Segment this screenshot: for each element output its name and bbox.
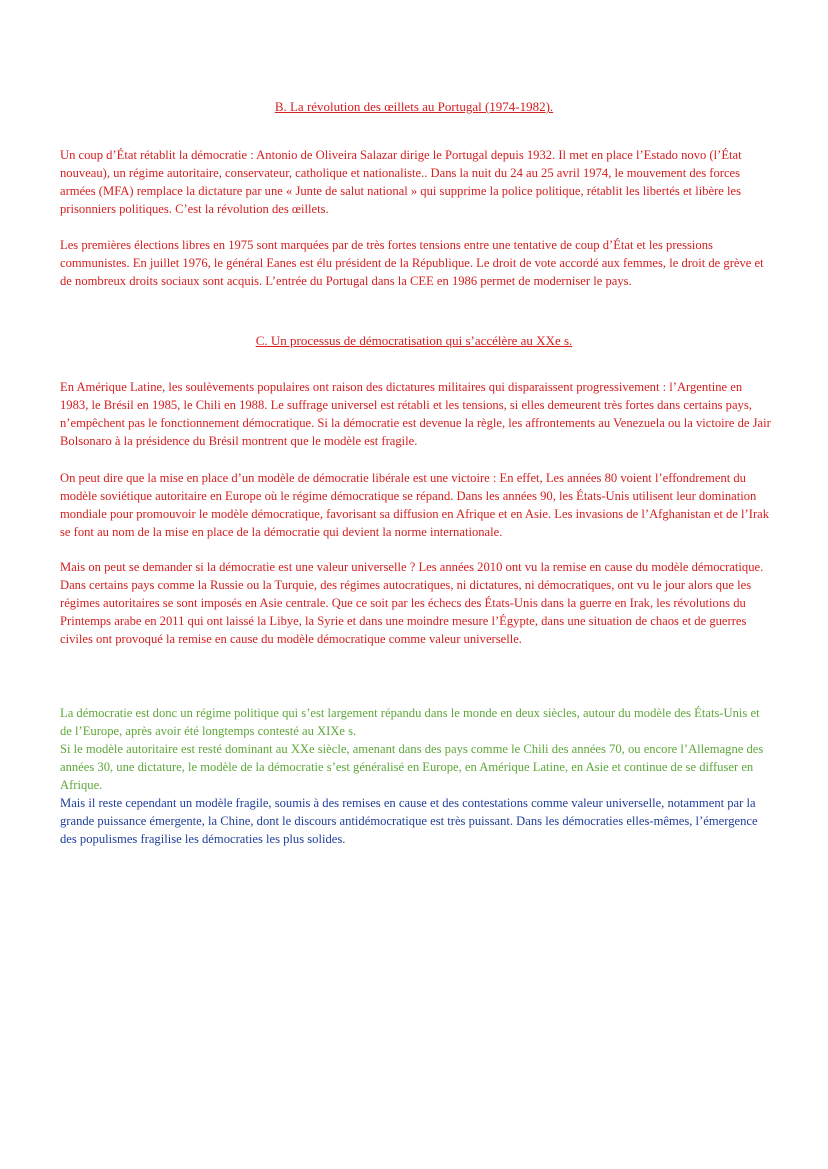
section-c-paragraph-2: On peut dire que la mise en place d’un modèle de démocratie libérale est une victoire : En effet, Les années 80 voient l’effondrement du modèle soviétique autoritaire en Europe où le régime démocratique se répand. Dans les années 90, les États-Unis utilisent leur domination mondiale pour promouvoir le modèle démocratique, favorisant sa diffusion en Afrique et en Asie. Les invasions de l’Afghanistan et de l’Irak se font au nom de la mise en place de la démocratie qui devient la norme internationale. (60, 471, 770, 539)
section-b-heading: B. La révolution des œillets au Portugal (1974-1982). (274, 99, 554, 114)
conclusion-green-paragraph-2: Si le modèle autoritaire est resté dominant au XXe siècle, amenant dans des pays comme le Chili des années 70, ou encore l’Allemagne des années 30, une dictature, le modèle de la démocratie s’est généralisé en Europe, en Amérique Latine, en Asie et continue de se diffuser en Afrique. (60, 742, 764, 792)
conclusion-block (60, 704, 772, 848)
conclusion-blue-paragraph: Mais il reste cependant un modèle fragile, soumis à des remises en cause et des contestations comme valeur universelle, notamment par la grande puissance émergente, la Chine, dont le discours antidémocratique est très puissant. Dans les démocraties elles-mêmes, l’émergence des populismes fragilise les démocraties les plus solides. (60, 796, 758, 846)
section-b-paragraph-2: Les premières élections libres en 1975 sont marquées par de très fortes tensions entre une tentative de coup d’État et les pressions communistes. En juillet 1976, le général Eanes est élu président de la République. Le droit de vote accordé aux femmes, le droit de grève et de nombreux droits sociaux sont acquis. L’entrée du Portugal dans la CEE en 1986 permet de moderniser le pays. (60, 238, 764, 288)
section-b-paragraph-1: Un coup d’État rétablit la démocratie : Antonio de Oliveira Salazar dirige le Portugal depuis 1932. Il met en place l’Estado novo (l’État nouveau), un régime autoritaire, conservateur, catholique et nationaliste.. Dans la nuit du 24 au 25 avril 1974, le mouvement des forces armées (MFA) remplace la dictature par une « Junte de salut national » qui supprime la police politique, rétablit les libertés et libère les prisonniers politiques. C’est la révolution des œillets. (60, 148, 742, 216)
section-c-paragraph-3: Mais on peut se demander si la démocratie est une valeur universelle ? Les années 2010 ont vu la remise en cause du modèle démocratique. Dans certains pays comme la Russie ou la Turquie, des régimes autocratiques, ni dictatures, ni démocratiques, ont vu le jour alors que les régimes autoritaires se sont imposés en Asie centrale. Que ce soit par les échecs des États-Unis dans la guerre en Irak, les révolutions du Printemps arabe en 2011 qui ont laissé la Libye, la Syrie et dans une moindre mesure l’Égypte, dans une situation de chaos et de guerres civiles ont provoqué la remise en cause du modèle démocratique comme valeur universelle. (60, 560, 764, 646)
section-c-heading: C. Un processus de démocratisation qui s’accélère au XXe s. (255, 333, 573, 348)
section-c-paragraph-1: En Amérique Latine, les soulèvements populaires ont raison des dictatures militaires qui disparaissent progressivement : l’Argentine en 1983, le Brésil en 1985, le Chili en 1988. Le suffrage universel est rétabli et les tensions, si elles demeurent très fortes dans certains pays, n’empêchent pas le fonctionnement démocratique. Si la démocratie est devenue la règle, les affrontements au Venezuela ou la victoire de Jair Bolsonaro à la présidence du Brésil montrent que le modèle est fragile. (60, 380, 771, 448)
conclusion-green-paragraph-1: La démocratie est donc un régime politique qui s’est largement répandu dans le monde en deux siècles, autour du modèle des États-Unis et de l’Europe, après avoir été longtemps contesté au XIXe s. (60, 706, 760, 738)
